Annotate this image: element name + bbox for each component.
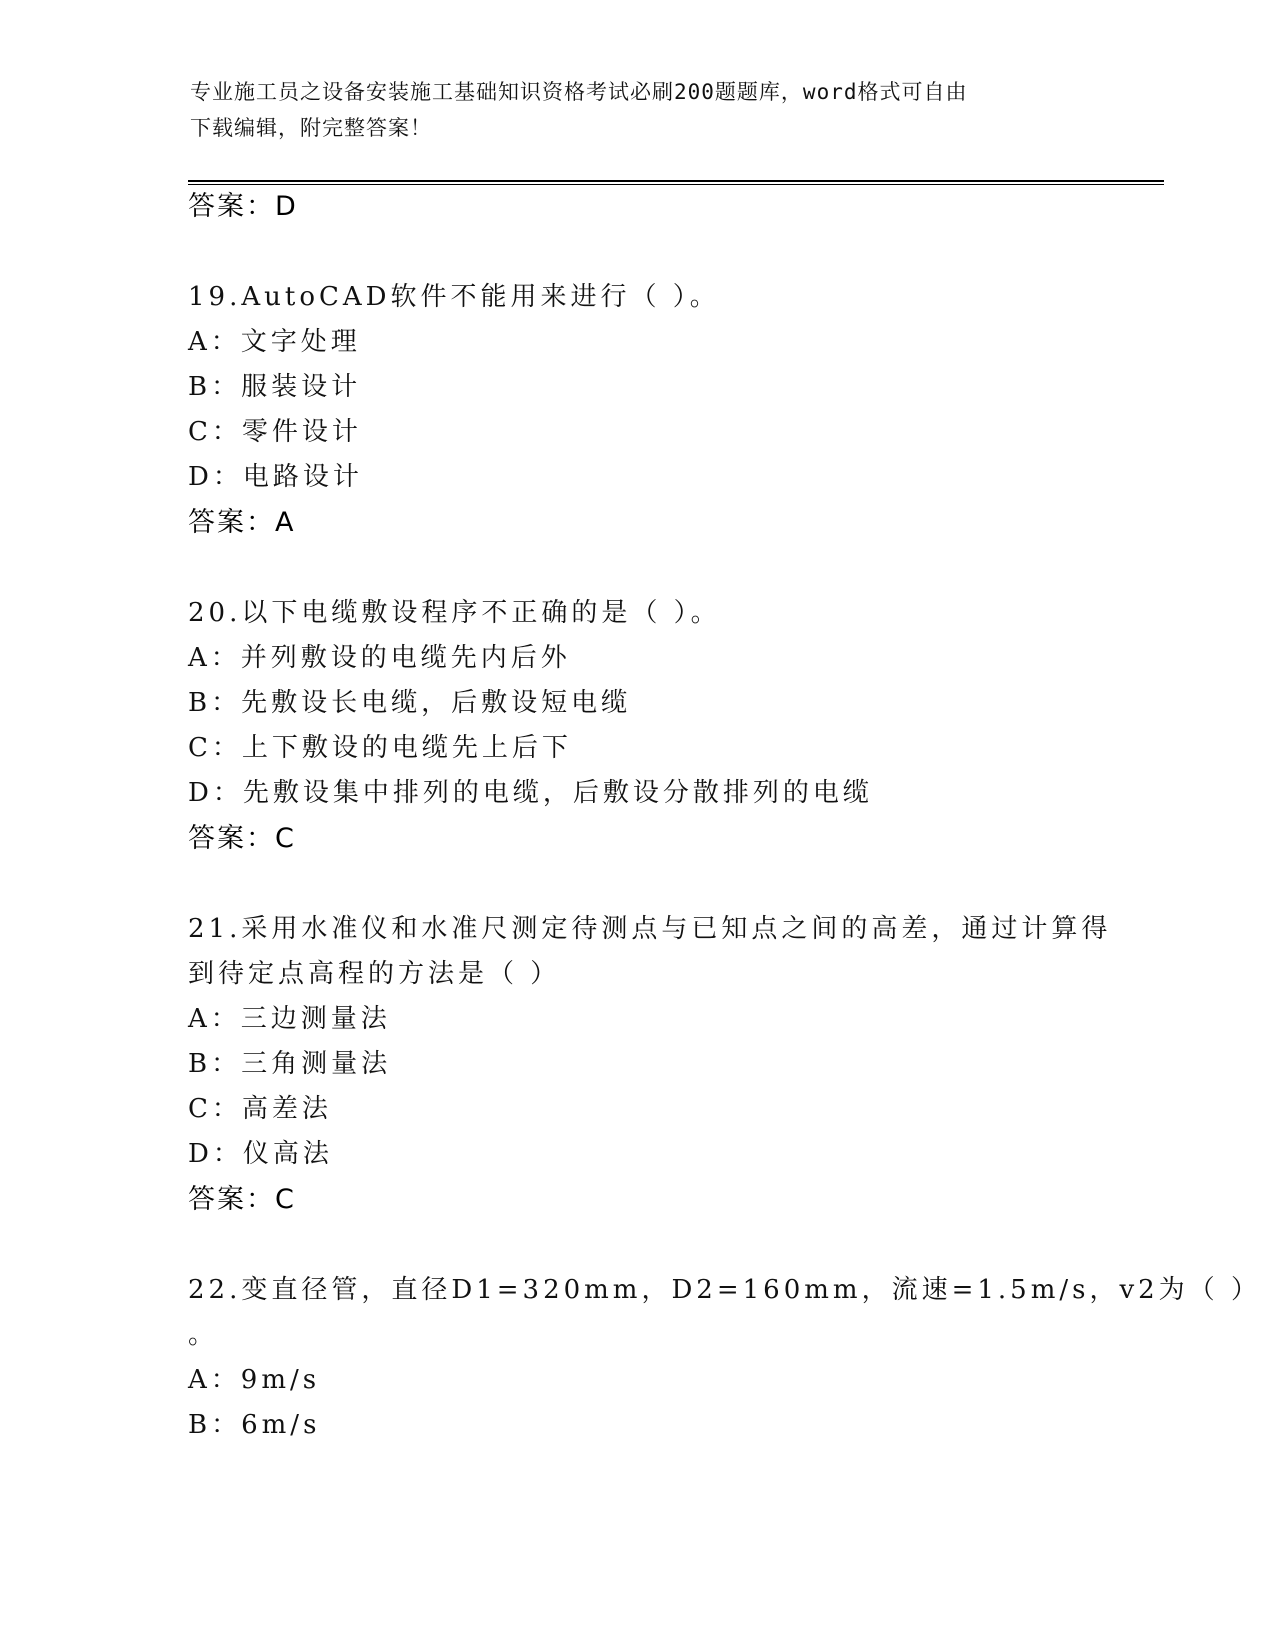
question-20-option-d: D：先敷设集中排列的电缆，后敷设分散排列的电缆 bbox=[188, 778, 873, 808]
question-21-answer: 答案：C bbox=[188, 1184, 296, 1215]
question-20-option-c: C：上下敷设的电缆先上后下 bbox=[188, 733, 572, 763]
question-19-text: 19.AutoCAD软件不能用来进行（ ）。 bbox=[188, 282, 720, 312]
question-19-option-c: C：零件设计 bbox=[188, 417, 362, 447]
document-header bbox=[190, 74, 1090, 146]
header-rule-thick bbox=[188, 180, 1164, 182]
question-19-answer: 答案：A bbox=[188, 507, 296, 538]
question-20-answer: 答案：C bbox=[188, 823, 296, 854]
question-22-option-a: A：9m/s bbox=[188, 1365, 321, 1395]
question-22-option-b: B：6m/s bbox=[188, 1410, 321, 1440]
question-22-text-line-1: 22.变直径管，直径D1=320mm，D2=160mm，流速=1.5m/s，v2为（ ） bbox=[188, 1275, 1261, 1305]
question-21-option-c: C：高差法 bbox=[188, 1094, 332, 1124]
question-20-text: 20.以下电缆敷设程序不正确的是（ ）。 bbox=[188, 598, 721, 628]
question-20-option-a: A：并列敷设的电缆先内后外 bbox=[188, 643, 571, 673]
question-21-text-line-1: 21.采用水准仪和水准尺测定待测点与已知点之间的高差，通过计算得 bbox=[188, 914, 1112, 944]
question-22-text-line-2: 。 bbox=[188, 1320, 219, 1350]
question-21-option-a: A：三边测量法 bbox=[188, 1004, 391, 1034]
question-20-option-b: B：先敷设长电缆，后敷设短电缆 bbox=[188, 688, 632, 718]
question-21-text-line-2: 到待定点高程的方法是（ ） bbox=[188, 959, 561, 989]
question-19-option-d: D：电路设计 bbox=[188, 462, 363, 492]
question-19-option-a: A：文字处理 bbox=[188, 327, 361, 357]
question-21-option-d: D：仪高法 bbox=[188, 1139, 333, 1169]
header-rule-thin bbox=[188, 184, 1164, 185]
question-19-option-b: B：服装设计 bbox=[188, 372, 362, 402]
question-21-option-b: B：三角测量法 bbox=[188, 1049, 392, 1079]
header-line-2: 下载编辑，附完整答案！ bbox=[190, 116, 432, 140]
header-line-1: 专业施工员之设备安装施工基础知识资格考试必刷200题题库，word格式可自由 bbox=[190, 80, 968, 104]
previous-answer: 答案：D bbox=[188, 191, 298, 222]
